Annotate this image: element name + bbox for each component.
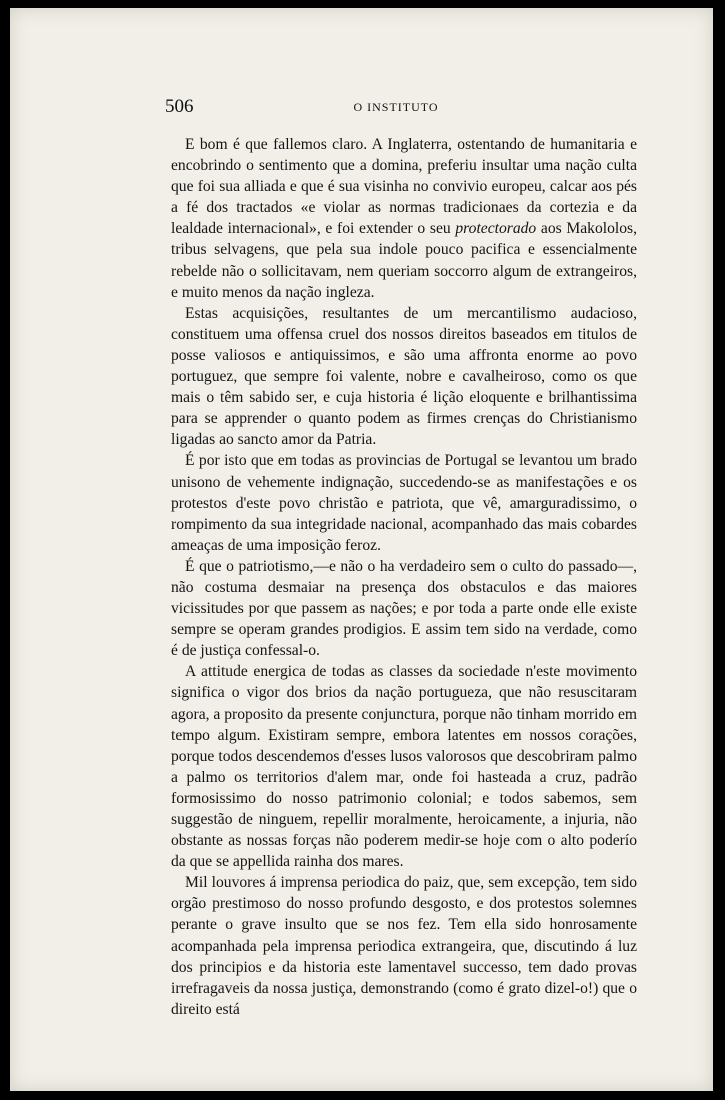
scanned-page — [10, 8, 713, 1091]
paragraph-1-text-b: aos Makololos, tribus selvagens, que pela sua indole pouco pacifica e essencialmente rebelde não o sollicitavam, nem queriam soccorro algum de extrangeiros, e muito menos da nação ingleza. — [171, 220, 637, 301]
paragraph-4: É que o patriotismo,—e não o ha verdadeiro sem o culto do passado—, não costuma desmaiar na presença dos obstaculos e das maiores vicissitudes por que passem as nações; e por toda a parte onde elle existe sempre se operam grandes prodigios. E assim tem sido na verdade, como é de justiça confessal-o. — [171, 557, 637, 660]
paragraph-2: Estas acquisições, resultantes de um mercantilismo audacioso, constituem uma offensa cruel dos nossos direitos baseados em titulos de posse valiosos e antiquissimos, e são uma affronta enorme ao povo portuguez, que sempre foi valente, nobre e cavalheiroso, como os que mais o têm sabido ser, e cuja historia é lição eloquente e brilhantissima para se apprender o quanto podem as firmes crenças do Christianismo ligadas ao sancto amor da Patria. — [171, 304, 637, 449]
paragraph-5: A attitude energica de todas as classes da sociedade n'este movimento significa o vigor dos brios da nação portugueza, que não resuscitaram agora, a proposito da presente conjunctura, porque não tinham morrido em tempo algum. Existiram sempre, embora latentes em nossos corações, porque todos descendemos d'esses lusos valorosos que descobriram palmo a palmo os territorios d'alem mar, onde foi hasteada a cruz, padrão formosissimo do nosso patrimonio colonial; e todos sabemos, sem suggestão de ninguem, repellir moralmente, heroicamente, a injuria, não obstante as nossas forças não poderem medir-se hoje com o alto poderío da que se appellida rainha dos mares. — [171, 663, 637, 871]
running-title: O INSTITUTO — [353, 100, 439, 114]
paragraph-1 — [171, 134, 637, 303]
page-header — [165, 96, 627, 118]
paragraph-6: Mil louvores á imprensa periodica do paiz, que, sem excepção, tem sido orgão prestimoso do nosso profundo desgosto, e dos protestos solemnes perante o grave insulto que se nos fez. Tem ella sido honrosamente acompanhada pela imprensa periodica extrangeira, que, discutindo á luz dos principios e da historia este lamentavel successo, tem dado provas irrefragaveis da nossa justiça, demonstrando (como é grato dizel-o!) que o direito está — [171, 874, 637, 1018]
body-text — [171, 134, 637, 1020]
paragraph-1-text-a: E bom é que fallemos claro. A Inglaterra, ostentando de humanitaria e encobrindo o sentimento que a domina, preferiu insultar uma nação culta que foi sua alliada e que é sua visinha no convivio europeu, calcar aos pés a fé dos tractados «e violar as normas tradicionaes da cortezia e da lealdade internacional», e foi extender o seu — [171, 136, 637, 238]
paragraph-3: É por isto que em todas as provincias de Portugal se levantou um brado unisono de vehemente indignação, succedendo-se as manifestações e os protestos d'este povo christão e patriota, que vê, amarguradissimo, o rompimento da sua integridade nacional, acompanhado das mais cobardes ameaças de uma imposição feroz. — [171, 452, 637, 554]
emphasis-protectorado: protectorado — [455, 220, 537, 238]
page-number: 506 — [165, 96, 194, 117]
